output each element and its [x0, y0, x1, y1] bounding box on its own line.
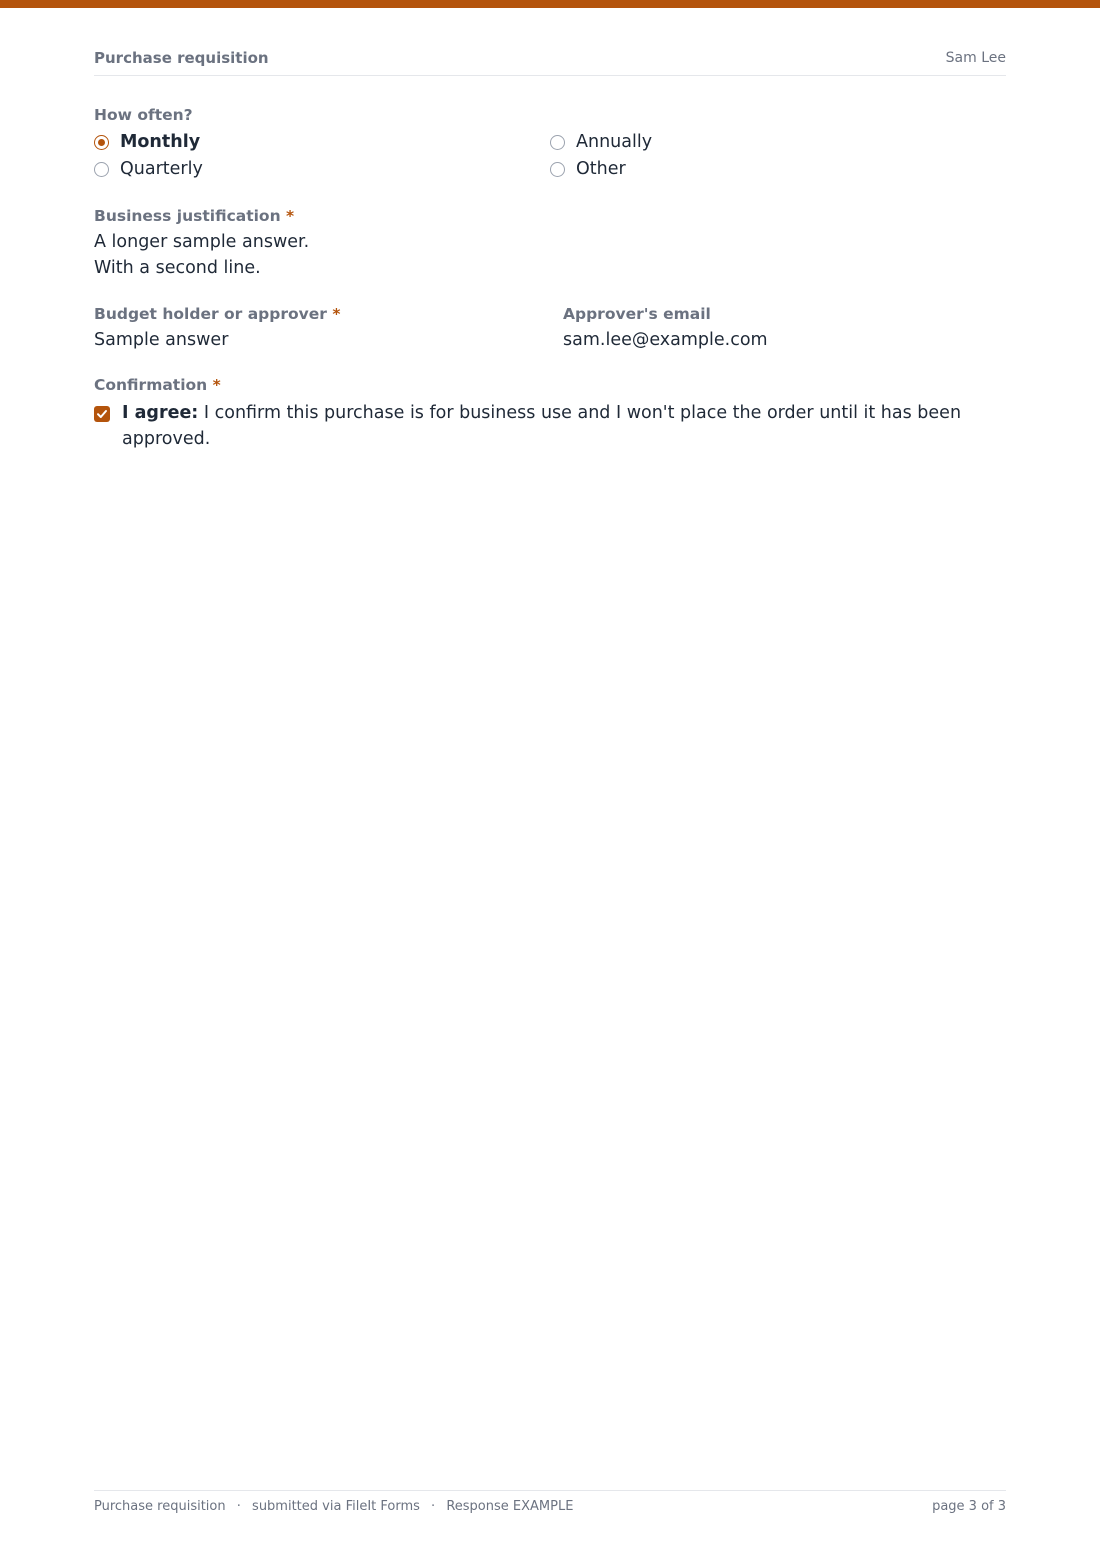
approver-answer: Sample answer — [94, 330, 229, 350]
check-icon — [96, 408, 108, 420]
footer-separator: · — [236, 1499, 241, 1514]
radio-label: Quarterly — [120, 159, 203, 179]
radio-icon — [550, 162, 565, 177]
page-header — [94, 48, 1006, 76]
approver-field — [94, 305, 1006, 353]
footer-separator: · — [431, 1499, 436, 1514]
form-page — [94, 0, 1006, 1556]
confirmation-label: Confirmation * — [94, 376, 221, 394]
form-title: Purchase requisition — [94, 49, 269, 67]
required-marker: * — [212, 376, 221, 394]
confirmation-field — [94, 376, 1006, 394]
footer-form-name: Purchase requisition — [94, 1499, 226, 1514]
page-number: page 3 of 3 — [932, 1499, 1006, 1514]
footer-info — [94, 1499, 573, 1514]
approver-label: Budget holder or approver * — [94, 305, 341, 323]
required-marker: * — [332, 305, 341, 323]
radio-option-other[interactable] — [550, 158, 626, 180]
radio-label: Monthly — [120, 132, 201, 152]
page-footer — [94, 1490, 1006, 1520]
justification-field — [94, 207, 1006, 281]
checkbox-checked-icon[interactable] — [94, 406, 110, 422]
confirmation-checkbox-row[interactable] — [94, 400, 1006, 456]
radio-option-monthly[interactable] — [94, 131, 200, 153]
radio-icon — [550, 135, 565, 150]
radio-icon — [94, 162, 109, 177]
approver-email-answer: sam.lee@example.com — [563, 330, 768, 350]
footer-submitted: submitted via FileIt Forms — [252, 1499, 420, 1514]
respondent-name: Sam Lee — [945, 50, 1006, 66]
justification-answer: A longer sample answer. With a second line. — [94, 232, 310, 278]
radio-label: Annually — [576, 132, 653, 152]
confirmation-statement: I confirm this purchase is for business use and I won't place the order until it has been approved. — [122, 403, 962, 449]
radio-label: Other — [576, 159, 626, 179]
confirmation-lead: I agree: — [122, 403, 199, 423]
radio-option-quarterly[interactable] — [94, 158, 203, 180]
required-marker: * — [286, 207, 295, 225]
confirmation-text — [122, 400, 1006, 452]
frequency-label: How often? — [94, 106, 193, 124]
radio-option-annually[interactable] — [550, 131, 652, 153]
approver-email-label: Approver's email — [563, 305, 711, 323]
frequency-field — [94, 106, 1006, 124]
footer-response: Response EXAMPLE — [446, 1499, 574, 1514]
radio-selected-icon — [94, 135, 109, 150]
justification-label: Business justification * — [94, 207, 295, 225]
approver-email-field — [563, 305, 768, 353]
